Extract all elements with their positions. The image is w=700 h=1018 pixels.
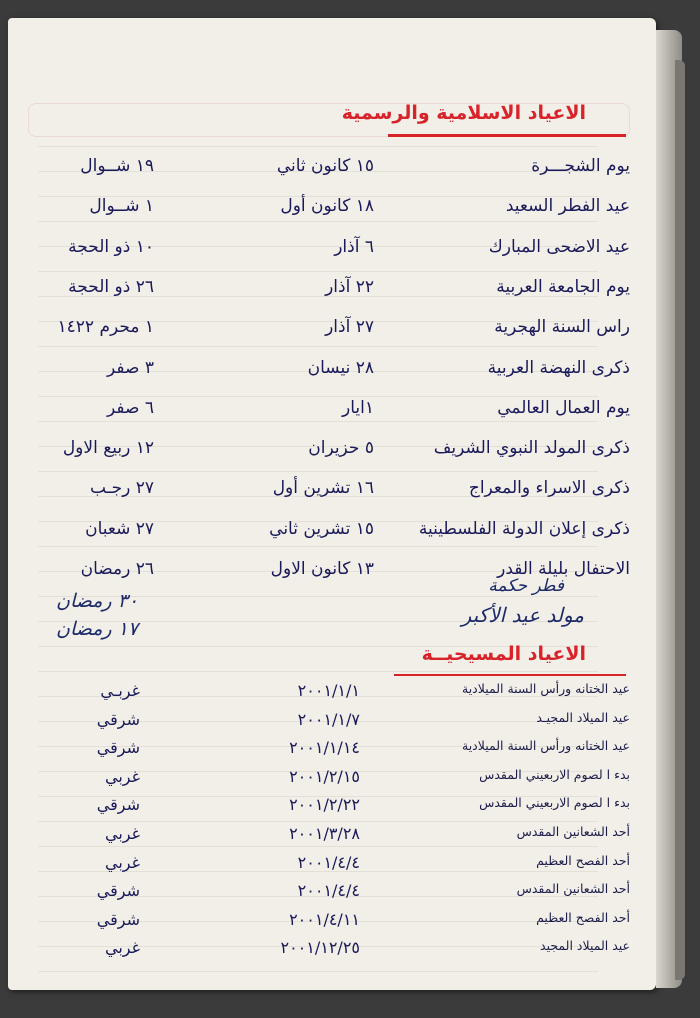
christian-row bbox=[8, 681, 656, 707]
christian-row bbox=[8, 910, 656, 936]
christian-holidays-title: الاعياد المسيحيــة bbox=[421, 643, 586, 665]
official-row bbox=[8, 478, 656, 508]
occasion-name: أحد الشعانين المقدس bbox=[516, 824, 630, 839]
gregorian-date: ١٨ كانون أول bbox=[280, 196, 374, 217]
feast-date: ٢٠٠١/٢/٢٢ bbox=[289, 795, 360, 815]
hijri-date: ١٩ شــوال bbox=[80, 156, 154, 176]
official-row bbox=[8, 156, 656, 186]
feast-date: ٢٠٠١/٤/١١ bbox=[289, 909, 360, 929]
occasion-name: ذكرى المولد النبوي الشريف bbox=[433, 438, 630, 459]
feast-date: ٢٠٠١/٢/١٥ bbox=[289, 766, 360, 786]
christian-row bbox=[8, 881, 656, 907]
occasion-name: أحد الفصح العظيم bbox=[536, 909, 630, 925]
official-row bbox=[8, 438, 656, 468]
christian-row bbox=[8, 710, 656, 736]
official-holidays-title: الاعياد الاسلامية والرسمية bbox=[341, 102, 586, 124]
rite: غربي bbox=[105, 852, 140, 872]
feast-date: ٢٠٠١/٤/٤ bbox=[297, 881, 360, 901]
official-row bbox=[8, 519, 656, 549]
hijri-date: ١ محرم ١٤٢٢ bbox=[57, 317, 154, 338]
official-row bbox=[8, 358, 656, 388]
rite: غربـي bbox=[100, 681, 140, 700]
page-stack-shadow bbox=[675, 60, 685, 980]
hijri-date: ٢٦ ذو الحجة bbox=[68, 276, 154, 297]
handwritten-note-left-2: ١٧ رمضان bbox=[56, 618, 139, 640]
rite: غربي bbox=[105, 938, 140, 958]
occasion-name: أحد الفصح العظيم bbox=[536, 852, 630, 868]
hijri-date: ١٢ ربيع الاول bbox=[62, 438, 154, 459]
official-row bbox=[8, 237, 656, 267]
occasion-name: ذكرى النهضة العربية bbox=[487, 357, 630, 378]
occasion-name: ذكرى إعلان الدولة الفلسطينية bbox=[418, 518, 630, 539]
occasion-name: يوم العمال العالمي bbox=[497, 397, 630, 418]
hijri-date: ١٠ ذو الحجة bbox=[68, 236, 154, 257]
christian-row bbox=[8, 938, 656, 964]
hijri-date: ٦ صفر bbox=[107, 397, 154, 418]
rite: شرقي bbox=[96, 795, 140, 815]
christian-row bbox=[8, 824, 656, 850]
gregorian-date: ١٥ كانون ثاني bbox=[276, 156, 374, 176]
gregorian-date: ١٥ تشرين ثاني bbox=[269, 518, 374, 539]
occasion-name: الاحتفال بليلة القدر bbox=[497, 559, 630, 579]
gregorian-date: ٥ حزيران bbox=[308, 438, 374, 459]
bleed-through-line bbox=[38, 271, 598, 272]
handwritten-note-right-2: مولد عيد الأكبر bbox=[461, 603, 584, 627]
occasion-name: أحد الشعانين المقدس bbox=[516, 881, 630, 897]
official-row bbox=[8, 277, 656, 307]
bleed-through-line bbox=[38, 671, 598, 672]
gregorian-date: ٢٨ نيسان bbox=[307, 357, 374, 378]
handwritten-note-right-1: فطر حكمة bbox=[488, 576, 564, 596]
christian-row bbox=[8, 738, 656, 764]
rite: شرقي bbox=[96, 738, 140, 758]
rite: غربي bbox=[105, 824, 140, 843]
official-row bbox=[8, 398, 656, 428]
occasion-name: عيد الختانه ورأس السنة الميلادية bbox=[462, 738, 630, 754]
rite: شرقي bbox=[96, 881, 140, 901]
occasion-name: ذكرى الاسراء والمعراج bbox=[468, 478, 630, 499]
official-row bbox=[8, 317, 656, 347]
christian-row bbox=[8, 795, 656, 821]
hijri-date: ٢٧ رجـب bbox=[89, 478, 154, 499]
gregorian-date: ٦ آذار bbox=[334, 236, 374, 257]
occasion-name: بدء ا لصوم الاربعيني المقدس bbox=[479, 795, 630, 811]
bleed-through-line bbox=[38, 471, 598, 472]
gregorian-date: ٢٧ آذار bbox=[325, 317, 374, 338]
occasion-name: عيد الميلاد المجيد bbox=[540, 938, 630, 954]
hijri-date: ٣ صفر bbox=[107, 357, 154, 378]
feast-date: ٢٠٠١/٤/٤ bbox=[297, 852, 360, 872]
occasion-name: عيد الميلاد المجيـد bbox=[536, 709, 630, 725]
gregorian-date: ١٣ كانون الاول bbox=[270, 559, 374, 579]
occasion-name: يوم الجامعة العربية bbox=[496, 276, 630, 297]
gregorian-date: ١٦ تشرين أول bbox=[272, 478, 374, 499]
rite: غربي bbox=[105, 766, 140, 786]
rite: شرقي bbox=[96, 909, 140, 929]
bleed-through-line bbox=[38, 146, 598, 147]
occasion-name: عيد الفطر السعيد bbox=[505, 196, 630, 217]
hijri-date: ١ شــوال bbox=[89, 196, 154, 217]
official-title-rule bbox=[388, 134, 626, 137]
official-row bbox=[8, 196, 656, 226]
hijri-date: ٢٧ شعبان bbox=[85, 518, 154, 539]
gregorian-date: ٢٢ آذار bbox=[325, 276, 374, 297]
handwritten-note-left-1: ٣٠ رمضان bbox=[56, 590, 139, 612]
christian-row bbox=[8, 853, 656, 879]
occasion-name: بدء ا لصوم الاربعيني المقدس bbox=[479, 766, 630, 782]
feast-date: ٢٠٠١/١/١ bbox=[297, 681, 360, 700]
occasion-name: عيد الاضحى المبارك bbox=[488, 236, 630, 257]
calendar-page bbox=[8, 18, 656, 990]
occasion-name: عيد الختانه ورأس السنة الميلادية bbox=[462, 681, 630, 696]
rite: شرقي bbox=[96, 709, 140, 729]
feast-date: ٢٠٠١/١٢/٢٥ bbox=[280, 938, 360, 958]
hijri-date: ٢٦ رمضان bbox=[80, 559, 154, 579]
feast-date: ٢٠٠١/١/١٤ bbox=[289, 738, 360, 758]
christian-title-rule bbox=[394, 674, 626, 676]
feast-date: ٢٠٠١/١/٧ bbox=[297, 709, 360, 729]
bleed-through-line bbox=[38, 971, 598, 972]
feast-date: ٢٠٠١/٣/٢٨ bbox=[289, 824, 360, 843]
occasion-name: يوم الشجـــرة bbox=[531, 156, 630, 176]
occasion-name: راس السنة الهجرية bbox=[494, 317, 630, 338]
christian-row bbox=[8, 767, 656, 793]
gregorian-date: ١ايار bbox=[342, 397, 374, 418]
